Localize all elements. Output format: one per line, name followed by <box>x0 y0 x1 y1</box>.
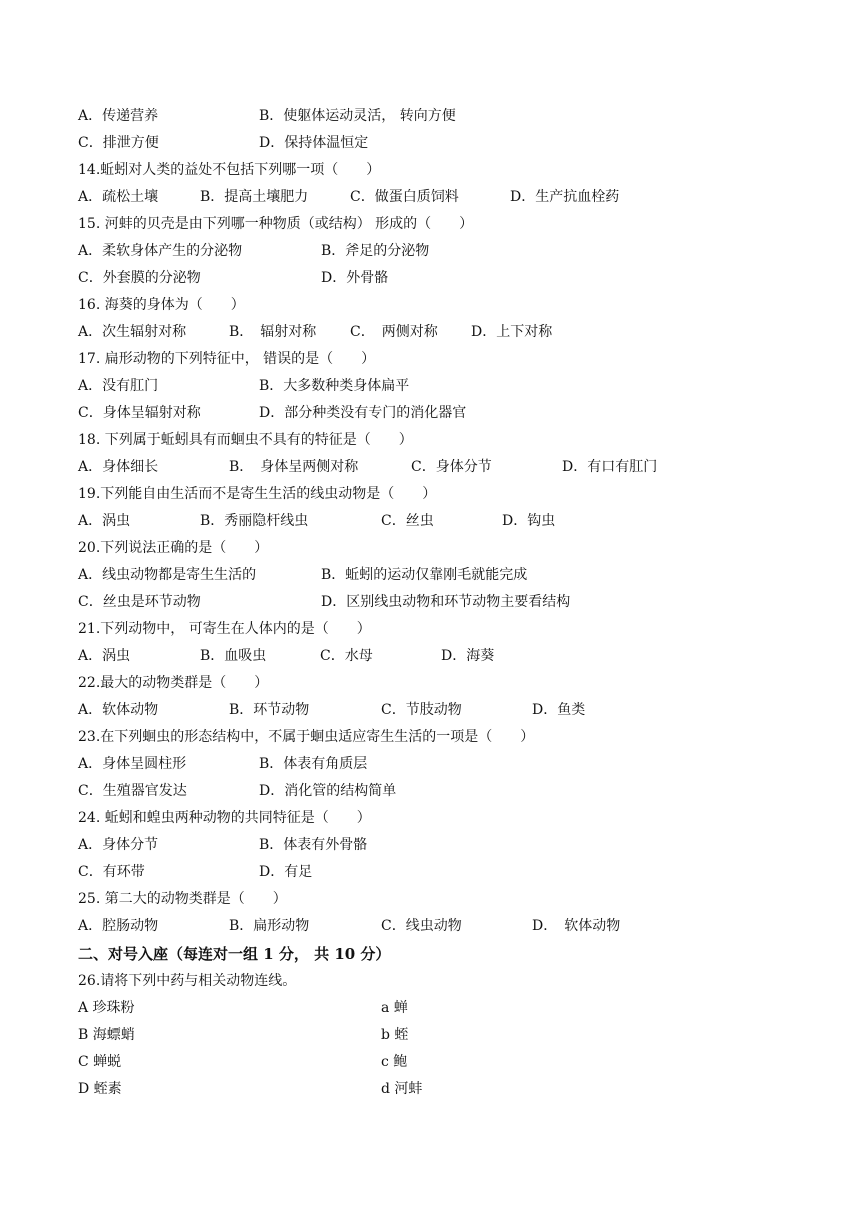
option-2: C． 两侧对称 <box>350 324 438 340</box>
option-3: D．鱼类 <box>532 702 586 718</box>
option-0: C．生殖器官发达 <box>78 783 187 799</box>
option-2: C．节肢动物 <box>381 702 462 718</box>
option-0: C．有环带 <box>78 864 145 880</box>
option-1: B．斧足的分泌物 <box>321 243 430 259</box>
option-3: D．海葵 <box>441 648 495 664</box>
option-0: A．涡虫 <box>78 513 131 529</box>
option-1: B．体表有外骨骼 <box>259 837 368 853</box>
question-stem: 22.最大的动物类群是（ ） <box>78 675 269 691</box>
option-1: B． 身体呈两侧对称 <box>229 459 359 475</box>
question-stem: 18. 下列属于蚯蚓具有而蛔虫不具有的特征是（ ） <box>78 432 413 448</box>
option-0: A．腔肠动物 <box>78 918 159 934</box>
option-3: D． 软体动物 <box>532 918 621 934</box>
question-stem: 17. 扁形动物的下列特征中， 错误的是（ ） <box>78 351 376 367</box>
option-0: A．身体细长 <box>78 459 159 475</box>
option-0: C．排泄方便 <box>78 135 159 151</box>
question-stem: 20.下列说法正确的是（ ） <box>78 540 269 556</box>
option-2: C．水母 <box>320 648 373 664</box>
option-3: D．上下对称 <box>471 324 553 340</box>
option-1: B． 辐射对称 <box>229 324 317 340</box>
option-1: B．使躯体运动灵活， 转向方便 <box>259 108 456 124</box>
question-stem: 23.在下列蛔虫的形态结构中，不属于蛔虫适应寄生生活的一项是（ ） <box>78 729 535 745</box>
option-0: C．外套膜的分泌物 <box>78 270 201 286</box>
option-2: C．线虫动物 <box>381 918 462 934</box>
option-1: B．大多数种类身体扁平 <box>259 378 410 394</box>
option-1: B．提高土壤肥力 <box>200 189 309 205</box>
option-1: D．消化管的结构简单 <box>259 783 397 799</box>
option-0: C．丝虫是环节动物 <box>78 594 201 610</box>
option-0: A．身体呈圆柱形 <box>78 756 187 772</box>
option-0: A．没有肛门 <box>78 378 159 394</box>
question-stem: 19.下列能自由生活而不是寄生生活的线虫动物是（ ） <box>78 486 437 502</box>
option-1: D．保持体温恒定 <box>259 135 369 151</box>
option-0: C．身体呈辐射对称 <box>78 405 201 421</box>
option-1: B．蚯蚓的运动仅靠刚毛就能完成 <box>321 567 528 583</box>
option-1: D．有足 <box>259 864 313 880</box>
option-1: D．区别线虫动物和环节动物主要看结构 <box>321 594 571 610</box>
option-0: D 蛭素 <box>78 1081 122 1097</box>
option-2: C．丝虫 <box>381 513 434 529</box>
question-stem: 16. 海葵的身体为（ ） <box>78 297 245 313</box>
option-0: A．软体动物 <box>78 702 159 718</box>
option-1: c 鲍 <box>381 1054 408 1070</box>
option-1: B．血吸虫 <box>200 648 267 664</box>
option-0: B 海螵蛸 <box>78 1027 135 1043</box>
option-0: A 珍珠粉 <box>78 1000 135 1016</box>
option-1: D．外骨骼 <box>321 270 389 286</box>
question-stem: 15. 河蚌的贝壳是由下列哪一种物质（或结构） 形成的（ ） <box>78 216 474 232</box>
option-0: A．涡虫 <box>78 648 131 664</box>
section-heading: 二、对号入座（每连对一组 1 分， 共 10 分） <box>78 945 391 963</box>
option-0: A．次生辐射对称 <box>78 324 187 340</box>
question-stem: 24. 蚯蚓和蝗虫两种动物的共同特征是（ ） <box>78 810 371 826</box>
option-0: A．身体分节 <box>78 837 159 853</box>
option-1: D．部分种类没有专门的消化器官 <box>259 405 467 421</box>
option-0: C 蝉蜕 <box>78 1054 122 1070</box>
option-1: a 蝉 <box>381 1000 408 1016</box>
question-stem: 21.下列动物中， 可寄生在人体内的是（ ） <box>78 621 371 637</box>
option-3: D．有口有肛门 <box>562 459 658 475</box>
option-0: A．传递营养 <box>78 108 159 124</box>
option-0: A．柔软身体产生的分泌物 <box>78 243 243 259</box>
option-1: B．体表有角质层 <box>259 756 368 772</box>
option-3: D．钩虫 <box>502 513 556 529</box>
option-1: B．秀丽隐杆线虫 <box>200 513 309 529</box>
option-2: C．做蛋白质饲料 <box>350 189 459 205</box>
option-1: B．扁形动物 <box>229 918 310 934</box>
option-1: d 河蚌 <box>381 1081 423 1097</box>
option-1: B．环节动物 <box>229 702 310 718</box>
option-2: C．身体分节 <box>411 459 492 475</box>
option-3: D．生产抗血栓药 <box>510 189 620 205</box>
option-0: A．疏松土壤 <box>78 189 159 205</box>
question-stem: 26.请将下列中药与相关动物连线。 <box>78 973 297 989</box>
option-1: b 蛭 <box>381 1027 409 1043</box>
question-stem: 14.蚯蚓对人类的益处不包括下列哪一项（ ） <box>78 162 381 178</box>
option-0: A．线虫动物都是寄生生活的 <box>78 567 257 583</box>
question-stem: 25. 第二大的动物类群是（ ） <box>78 891 287 907</box>
